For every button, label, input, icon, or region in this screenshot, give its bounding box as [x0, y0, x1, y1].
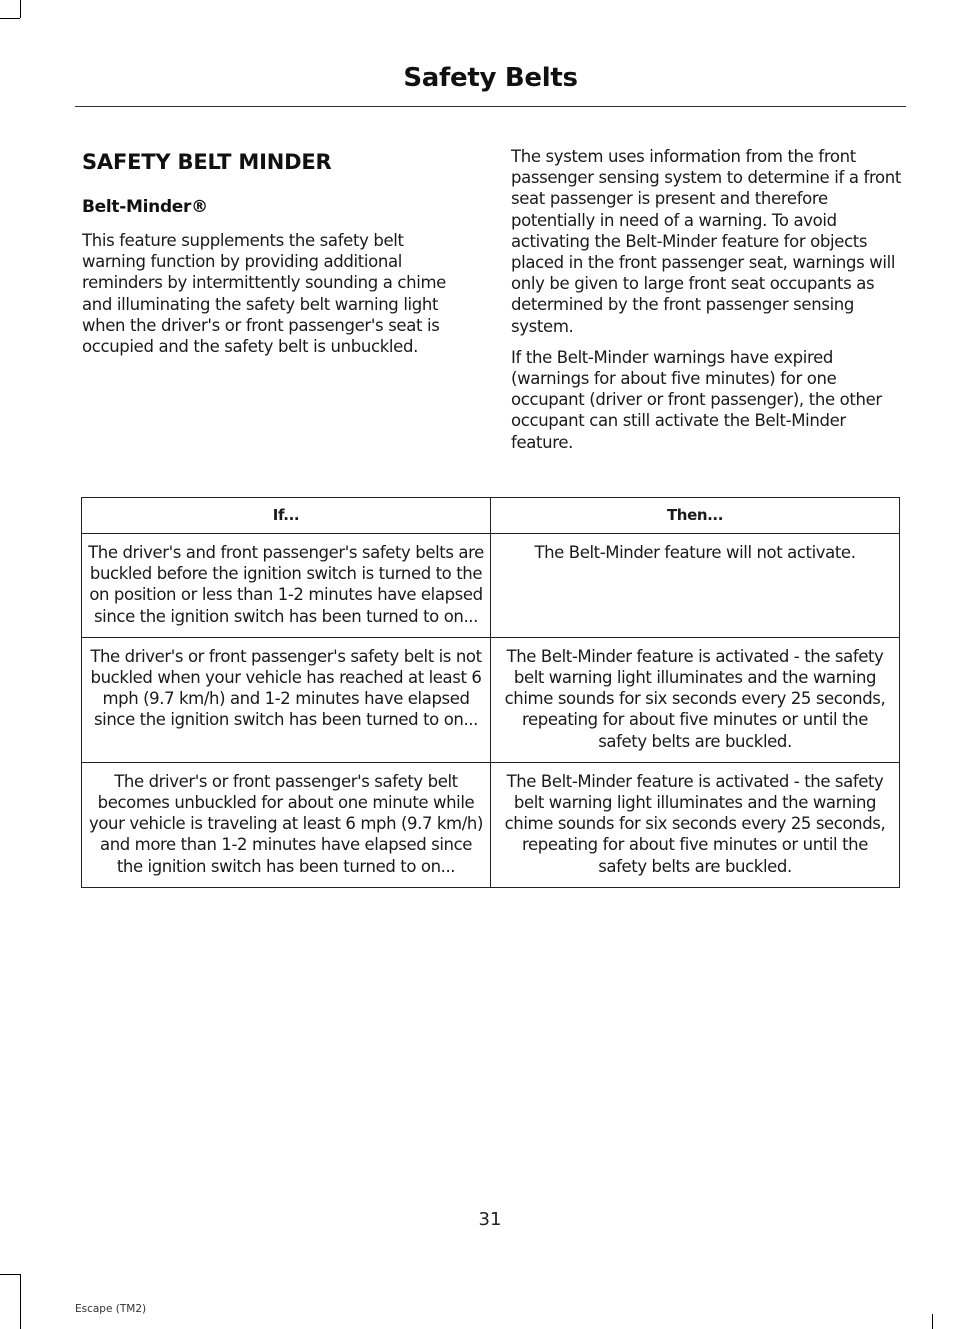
paragraph: This feature supplements the safety belt warning function by providing additional reminders by intermittently sounding a chime and illuminating the safety belt warning light when the driver's or front passenger's seat is occupied and the safety belt is unbuckled. [82, 231, 446, 357]
column-header-if: If... [82, 498, 491, 534]
crop-mark [932, 1314, 933, 1329]
crop-mark [20, 1274, 21, 1329]
column-header-then: Then... [491, 498, 900, 534]
right-column [511, 146, 904, 463]
table-cell-if: The driver's or front passenger's safety belt becomes unbuckled for about one minute while your vehicle is traveling at least 6 mph (9.7 km/h) and more than 1-2 minutes have elapsed since the ignition switch has been turned to on... [82, 762, 491, 887]
table-cell-if: The driver's and front passenger's safety belts are buckled before the ignition switch is turned to the on position or less than 1-2 minutes have elapsed since the ignition switch has been turned to on... [82, 534, 491, 638]
table-row [82, 762, 900, 887]
table-header-row [82, 498, 900, 534]
paragraph: If the Belt-Minder warnings have expired (warnings for about five minutes) for one occupant (driver or front passenger), the other occupant can still activate the Belt-Minder feature. [511, 347, 882, 452]
crop-mark [0, 1274, 20, 1275]
table-cell-then: The Belt-Minder feature is activated - the safety belt warning light illuminates and the warning chime sounds for six seconds every 25 seconds, repeating for about five minutes or until the safety belts are buckled. [491, 637, 900, 762]
page-number: 31 [478, 1209, 502, 1230]
sub-heading: Belt-Minder® [82, 197, 208, 217]
page-header [75, 58, 906, 107]
table-cell-then: The Belt-Minder feature is activated - the safety belt warning light illuminates and the warning chime sounds for six seconds every 25 seconds, repeating for about five minutes or until the safety belts are buckled. [491, 762, 900, 887]
section-heading: SAFETY BELT MINDER [82, 150, 332, 174]
crop-mark [0, 18, 20, 19]
footer-note: Escape (TM2) [75, 1303, 147, 1315]
crop-mark [20, 0, 21, 18]
page-title: Safety Belts [403, 63, 578, 93]
table-row [82, 637, 900, 762]
belt-minder-table [81, 497, 900, 888]
left-column [82, 146, 466, 367]
paragraph: The system uses information from the front passenger sensing system to determine if a front seat passenger is present and therefore potentially in need of a warning. To avoid activating the Belt-Minder feature for objects placed in the front passenger seat, warnings will only be given to large front seat occupants as determined by the front passenger sensing system. [511, 147, 902, 336]
table-cell-if: The driver's or front passenger's safety belt is not buckled when your vehicle has reached at least 6 mph (9.7 km/h) and 1-2 minutes have elapsed since the ignition switch has been turned to on... [82, 637, 491, 762]
table-row [82, 534, 900, 638]
table-cell-then: The Belt-Minder feature will not activate. [491, 534, 900, 638]
